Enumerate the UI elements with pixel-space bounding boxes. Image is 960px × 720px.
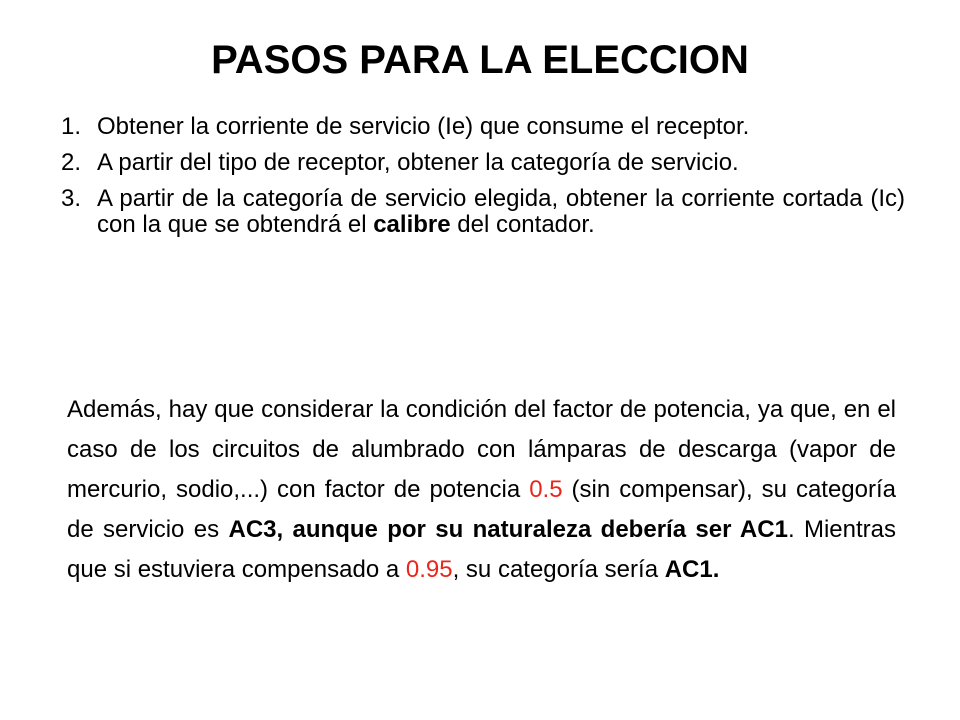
note-text-3: . Mientras que si estuviera compensado a xyxy=(67,516,896,583)
page-title: PASOS PARA LA ELECCION xyxy=(211,38,749,82)
final-category: AC1. xyxy=(664,556,720,583)
note-paragraph xyxy=(67,390,896,590)
note-text-1: Además, hay que considerar la condición del factor de potencia, ya que, en el caso de los circuitos de alumbrado con lámparas de descarga (vapor de mercurio, sodio,...) con factor de potencia xyxy=(67,396,896,503)
power-factor-value: 0.5 xyxy=(529,476,563,503)
step-item xyxy=(57,114,905,140)
note-text-2: (sin compensar), su categoría de servicio es xyxy=(67,476,897,543)
step-text: Obtener la corriente de servicio (Ie) que consume el receptor. xyxy=(97,113,750,140)
step-item xyxy=(57,186,905,238)
step-item xyxy=(57,150,905,176)
step-bold-term: calibre xyxy=(373,211,451,238)
step-number: 3. xyxy=(61,185,82,212)
compensated-value: 0.95 xyxy=(405,556,453,583)
step-text: A partir de la categoría de servicio elegida, obtener la corriente cortada (Ic) con la que se obtendrá el xyxy=(97,185,905,238)
step-text: A partir del tipo de receptor, obtener la categoría de servicio. xyxy=(97,149,739,176)
note-text-4: , su categoría sería xyxy=(452,556,665,583)
step-text-end: del contador. xyxy=(450,211,595,238)
step-number: 1. xyxy=(61,113,82,140)
category-emphasis: AC3, aunque por su naturaleza debería ser AC1 xyxy=(228,516,788,543)
step-number: 2. xyxy=(61,149,82,176)
steps-list xyxy=(57,114,905,248)
